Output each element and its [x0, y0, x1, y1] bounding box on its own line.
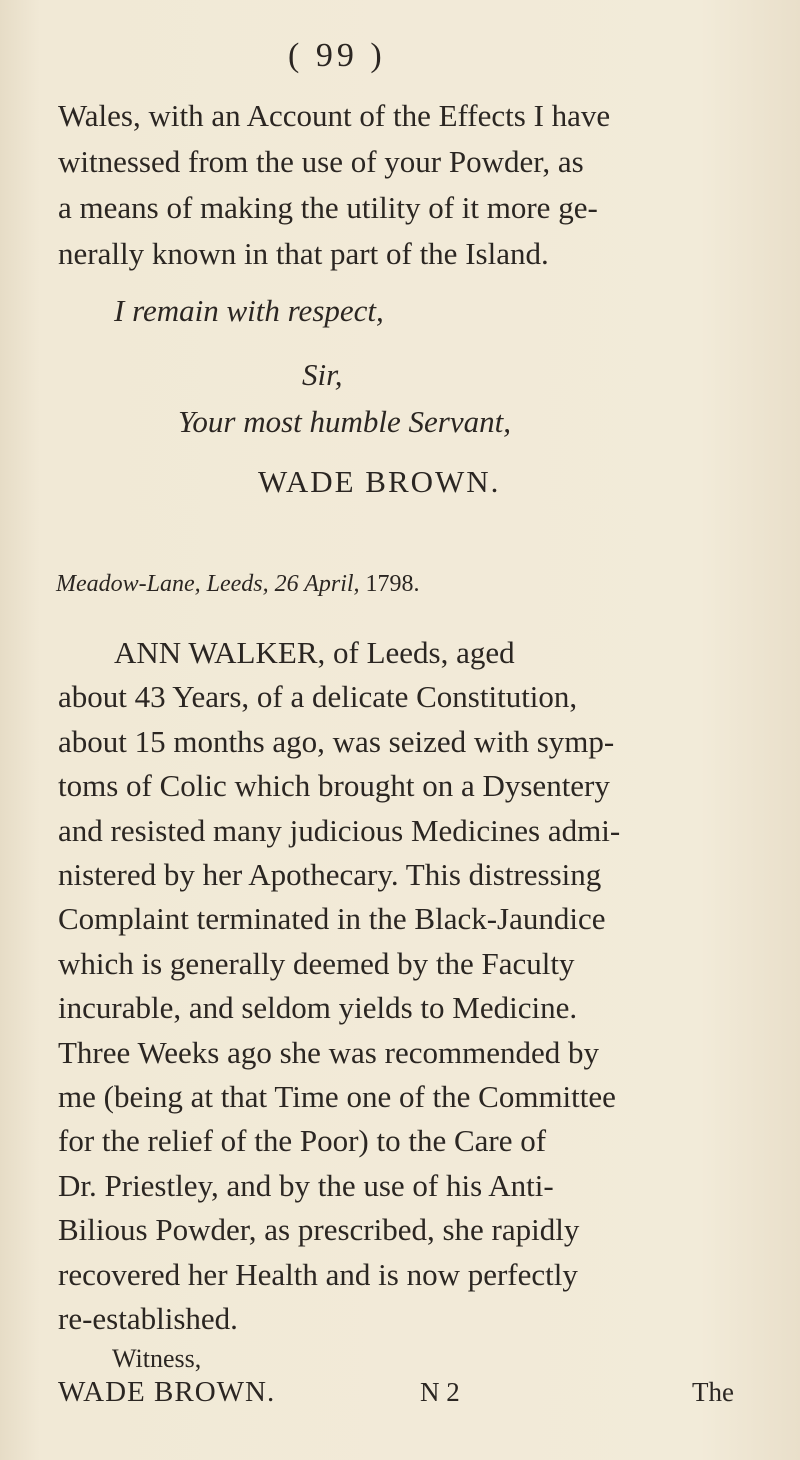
case-line-6: nistered by her Apothecary. This distressing [58, 857, 602, 892]
case-line-10: Three Weeks ago she was recommended by [58, 1034, 599, 1070]
case-line-2: about 43 Years, of a delicate Constitution, [58, 679, 578, 715]
letter-line-3: a means of making the utility of it more ge- [58, 190, 598, 225]
case-line-8: which is generally deemed by the Faculty [58, 945, 575, 981]
salutation: Sir, [302, 357, 343, 392]
witness-label: Witness, [112, 1344, 202, 1373]
page-number-header: ( 99 ) [288, 37, 386, 74]
case-line-13: Dr. Priestley, and by the use of his Anti- [58, 1167, 554, 1203]
case-line-14: Bilious Powder, as prescribed, she rapidly [58, 1212, 580, 1248]
case-line-9: incurable, and seldom yields to Medicine. [58, 990, 578, 1026]
case-line-4: toms of Colic which brought on a Dysentery [58, 768, 610, 804]
case-line-7: Complaint terminated in the Black-Jaundice [58, 901, 606, 937]
catchword: The [692, 1377, 734, 1407]
case-line-1: ANN WALKER, of Leeds, aged [114, 635, 515, 670]
case-line-11: me (being at that Time one of the Committee [58, 1079, 616, 1114]
witness-name: WADE BROWN. [58, 1376, 276, 1408]
case-line-5: and resisted many judicious Medicines admi- [58, 812, 621, 848]
case-line-15: recovered her Health and is now perfectly [58, 1256, 578, 1292]
signature: WADE BROWN. [258, 464, 501, 499]
case-line-3: about 15 months ago, was seized with symp- [58, 723, 615, 759]
date-year: 1798. [365, 571, 420, 597]
closing-line: I remain with respect, [114, 293, 384, 328]
letter-line-2: witnessed from the use of your Powder, as [58, 144, 584, 179]
signature-mark: N 2 [420, 1377, 460, 1407]
letter-line-4: nerally known in that part of the Island. [58, 236, 549, 271]
date-place: Meadow-Lane, Leeds, 26 April, [56, 571, 360, 597]
date-place-line [56, 566, 420, 602]
servant-line: Your most humble Servant, [178, 404, 511, 439]
case-line-16: re-established. [58, 1301, 238, 1336]
letter-line-1: Wales, with an Account of the Effects I have [58, 98, 611, 133]
case-line-12: for the relief of the Poor) to the Care of [58, 1123, 547, 1159]
